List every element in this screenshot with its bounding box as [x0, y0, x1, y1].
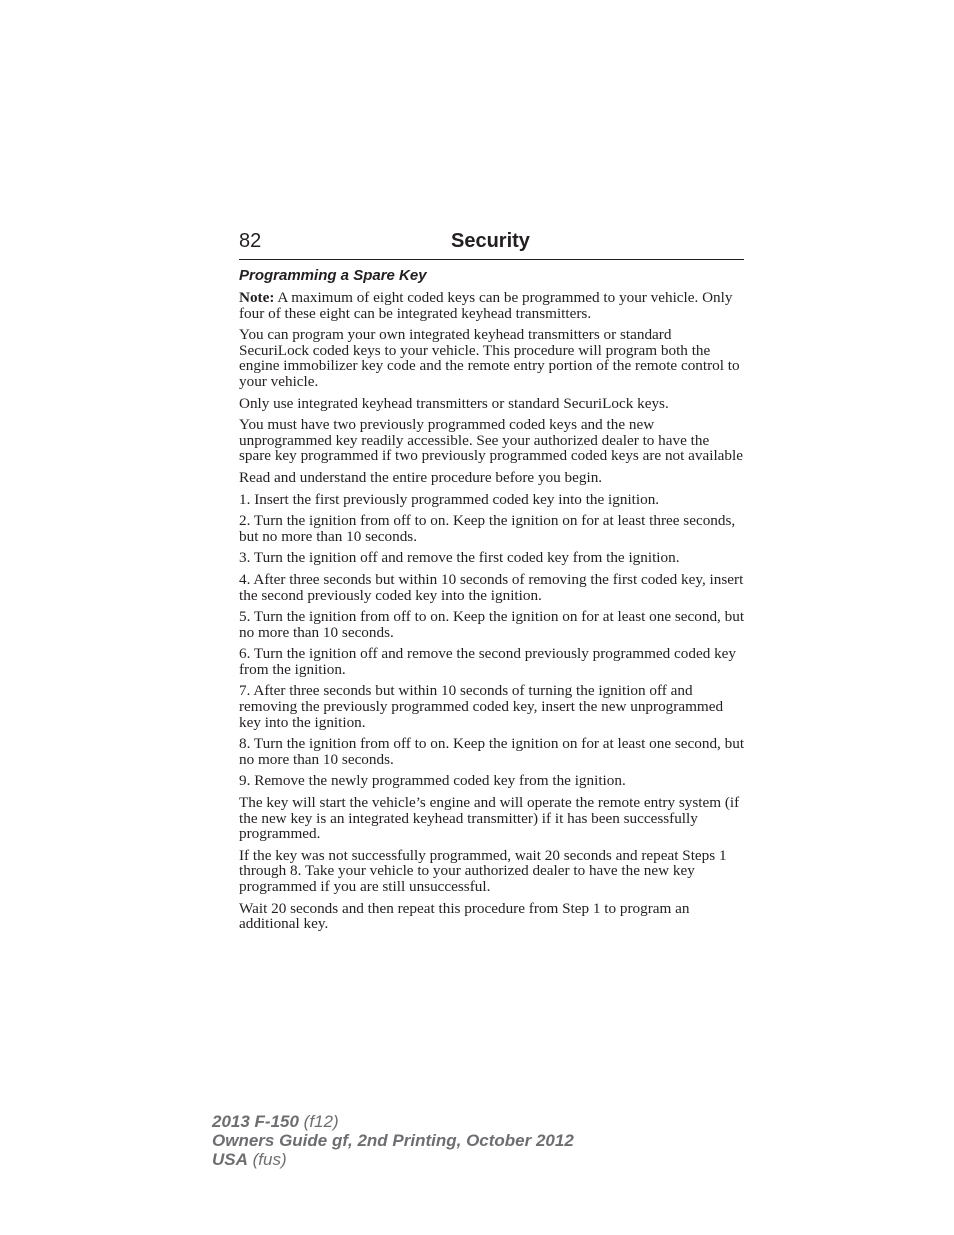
page-number: 82	[239, 230, 262, 252]
read-first-paragraph: Read and understand the entire procedure before you begin.	[239, 468, 603, 486]
section-title: Security	[451, 230, 530, 252]
note-label: Note:	[239, 289, 275, 306]
step-7: 7. After three seconds but within 10 seconds of turning the ignition off and removing the previously programmed coded key, insert the new unprogrammed key into the ignition.	[239, 682, 724, 731]
step-8: 8. Turn the ignition from off to on. Keep the ignition on for at least one second, but no more than 10 seconds.	[239, 735, 745, 768]
footer-model-code: (f12)	[298, 1112, 339, 1131]
step-3: 3. Turn the ignition off and remove the first coded key from the ignition.	[239, 549, 680, 567]
footer-market: USA	[212, 1150, 248, 1169]
result-paragraph: The key will start the vehicle’s engine and will operate the remote entry system (if the new key is an integrated keyhead transmitter) if it has been successfully programmed.	[239, 794, 740, 843]
step-9: 9. Remove the newly programmed coded key from the ignition.	[239, 772, 626, 790]
footer-model: 2013 F-150	[212, 1112, 299, 1131]
footer-printing: Owners Guide gf, 2nd Printing, October 2012	[212, 1131, 574, 1150]
requirements-paragraph: You must have two previously programmed coded keys and the new unprogrammed key readily accessible. See your authorized dealer to have the spare key programmed if two previously programmed coded keys are not available	[239, 416, 743, 465]
page-footer	[212, 1112, 574, 1169]
main-content	[239, 266, 745, 938]
page-header	[239, 228, 744, 260]
note-text: A maximum of eight coded keys can be programmed to your vehicle. Only four of these eight can be integrated keyhead transmitters.	[239, 289, 733, 322]
retry-paragraph: If the key was not successfully programmed, wait 20 seconds and repeat Steps 1 through 8. Take your vehicle to your authorized dealer to have the new key programmed if you are still unsuccessful.	[239, 846, 727, 895]
subheading: Programming a Spare Key	[239, 267, 427, 284]
note-paragraph	[239, 290, 745, 321]
footer-line-model	[212, 1112, 574, 1131]
step-1: 1. Insert the first previously programmed coded key into the ignition.	[239, 490, 660, 508]
intro-paragraph: You can program your own integrated keyhead transmitters or standard SecuriLock coded keys to your vehicle. This procedure will program both the engine immobilizer key code and the remote entry portion of the remote control to your vehicle.	[239, 326, 740, 390]
step-5: 5. Turn the ignition from off to on. Keep the ignition on for at least one second, but no more than 10 seconds.	[239, 608, 745, 641]
footer-market-code: (fus)	[247, 1150, 287, 1169]
step-2: 2. Turn the ignition from off to on. Keep the ignition on for at least three seconds, but no more than 10 seconds.	[239, 512, 736, 545]
footer-line-market	[212, 1150, 574, 1169]
step-4: 4. After three seconds but within 10 seconds of removing the first coded key, insert the second previously coded key into the ignition.	[239, 570, 744, 604]
key-type-paragraph: Only use integrated keyhead transmitters or standard SecuriLock keys.	[239, 394, 669, 412]
step-6: 6. Turn the ignition off and remove the second previously programmed coded key from the ignition.	[239, 645, 737, 678]
additional-key-paragraph: Wait 20 seconds and then repeat this procedure from Step 1 to program an additional key.	[239, 899, 690, 933]
